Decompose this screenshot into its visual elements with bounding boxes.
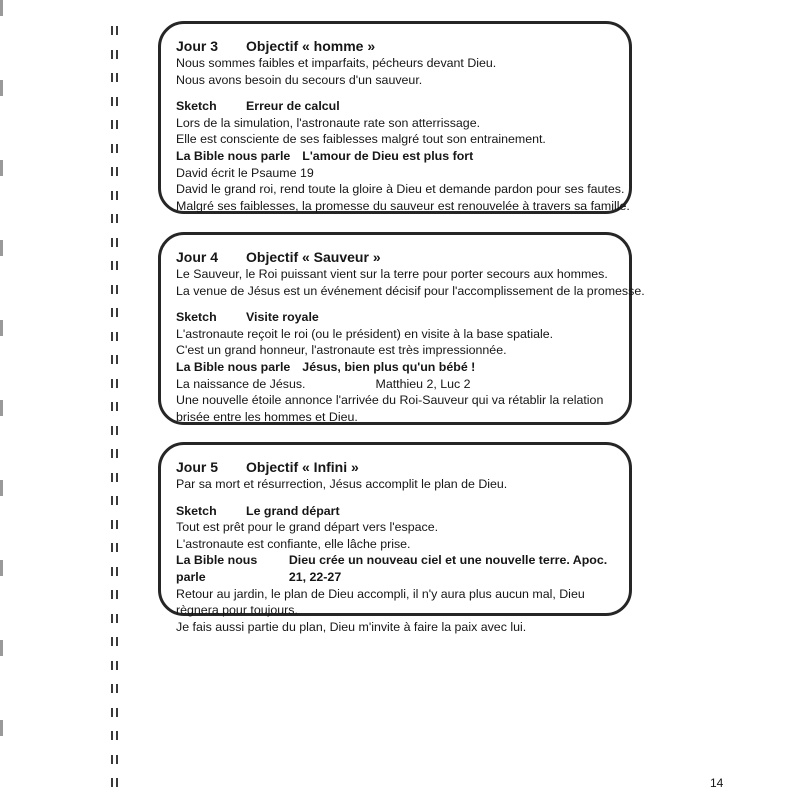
binding-ring bbox=[111, 355, 119, 364]
intro-line: Nous avons besoin du secours d'un sauveur. bbox=[176, 72, 423, 87]
day-5-heading bbox=[176, 458, 619, 476]
binding-ring bbox=[111, 120, 119, 129]
sketch-heading bbox=[176, 98, 619, 115]
bible-line: David le grand roi, rend toute la gloire à Dieu et demande pardon pour ses fautes. bbox=[176, 182, 625, 197]
birth-row bbox=[176, 376, 619, 393]
scripture-reference: Matthieu 2, Luc 2 bbox=[375, 376, 471, 391]
sketch-label: Sketch bbox=[176, 310, 217, 325]
bible-heading bbox=[176, 148, 619, 165]
binding-ring bbox=[111, 238, 119, 247]
bible-label: La Bible nous parle bbox=[176, 359, 291, 374]
edge-mark bbox=[0, 240, 3, 256]
sketch-label: Sketch bbox=[176, 503, 217, 518]
binding-ring bbox=[111, 73, 119, 82]
edge-mark bbox=[0, 640, 3, 656]
binding-ring bbox=[111, 144, 119, 153]
objective-label: Objectif « homme » bbox=[246, 38, 376, 54]
edge-mark bbox=[0, 480, 3, 496]
intro-line: Nous sommes faibles et imparfaits, pécheurs devant Dieu. bbox=[176, 56, 497, 70]
day-4-heading bbox=[176, 248, 619, 266]
bible-label: La Bible nous parle bbox=[176, 148, 291, 163]
bible-title: Dieu crée un nouveau ciel et une nouvelle terre. Apoc. 21, 22-27 bbox=[288, 553, 608, 584]
binding-ring bbox=[111, 167, 119, 176]
binding-ring bbox=[111, 778, 119, 787]
spiral-binding bbox=[0, 0, 30, 800]
binding-ring bbox=[111, 637, 119, 646]
binding-ring bbox=[111, 449, 119, 458]
binding-ring bbox=[111, 97, 119, 106]
binding-ring bbox=[111, 426, 119, 435]
day-3-heading bbox=[176, 37, 619, 55]
binding-ring bbox=[111, 50, 119, 59]
binding-ring bbox=[111, 261, 119, 270]
sketch-line: Lors de la simulation, l'astronaute rate son atterrissage. bbox=[176, 115, 481, 130]
bible-line: Je fais aussi partie du plan, Dieu m'invite à faire la paix avec lui. bbox=[176, 619, 527, 634]
intro-line: Le Sauveur, le Roi puissant vient sur la terre pour porter secours aux hommes. bbox=[176, 267, 608, 281]
binding-ring bbox=[111, 614, 119, 623]
sketch-line: Elle est consciente de ses faiblesses malgré tout son entrainement. bbox=[176, 132, 546, 147]
bible-text: Une nouvelle étoile annonce l'arrivée du Roi-Sauveur qui va rétablir la relation brisée entre les hommes et Dieu. bbox=[176, 393, 604, 424]
sketch-title: Le grand départ bbox=[246, 503, 340, 518]
binding-ring bbox=[111, 308, 119, 317]
sketch-heading bbox=[176, 309, 619, 326]
binding-ring bbox=[111, 708, 119, 717]
binding-ring bbox=[111, 191, 119, 200]
objective-label: Objectif « Infini » bbox=[246, 459, 359, 475]
binding-ring bbox=[111, 684, 119, 693]
intro-line: Par sa mort et résurrection, Jésus accomplit le plan de Dieu. bbox=[176, 477, 508, 491]
binding-ring bbox=[111, 567, 119, 576]
sketch-heading bbox=[176, 503, 619, 520]
objective-label: Objectif « Sauveur » bbox=[246, 249, 381, 265]
binding-ring bbox=[111, 543, 119, 552]
edge-mark bbox=[0, 80, 3, 96]
sketch-title: Erreur de calcul bbox=[246, 99, 340, 114]
day-label: Jour 3 bbox=[176, 38, 219, 54]
binding-ring bbox=[111, 473, 119, 482]
intro-line: La venue de Jésus est un événement décisif pour l'accomplissement de la promesse. bbox=[176, 283, 645, 298]
bible-line: David écrit le Psaume 19 bbox=[176, 165, 314, 180]
edge-mark bbox=[0, 720, 3, 736]
edge-mark bbox=[0, 560, 3, 576]
binding-ring bbox=[111, 402, 119, 411]
bible-line: Malgré ses faiblesses, la promesse du sauveur est renouvelée à travers sa famille. bbox=[176, 198, 630, 213]
binding-ring bbox=[111, 332, 119, 341]
binding-ring bbox=[111, 26, 119, 35]
bible-label: La Bible nous parle bbox=[176, 553, 258, 584]
edge-mark bbox=[0, 0, 3, 16]
edge-mark bbox=[0, 160, 3, 176]
day-label: Jour 5 bbox=[176, 459, 219, 475]
edge-mark bbox=[0, 400, 3, 416]
binding-ring bbox=[111, 496, 119, 505]
bible-text: Retour au jardin, le plan de Dieu accompli, il n'y aura plus aucun mal, Dieu règnera pour toujours. bbox=[176, 586, 585, 618]
bible-title: Jésus, bien plus qu'un bébé ! bbox=[302, 359, 476, 374]
day-label: Jour 4 bbox=[176, 249, 219, 265]
binding-ring bbox=[111, 755, 119, 764]
day-5-box bbox=[158, 442, 632, 634]
binding-ring bbox=[111, 214, 119, 223]
sketch-label: Sketch bbox=[176, 99, 217, 114]
birth-line: La naissance de Jésus. bbox=[176, 376, 306, 391]
binding-ring bbox=[111, 590, 119, 599]
bible-heading bbox=[176, 552, 619, 585]
day-4-box bbox=[158, 232, 645, 425]
sketch-line: L'astronaute reçoit le roi (ou le président) en visite à la base spatiale. bbox=[176, 326, 554, 341]
edge-mark bbox=[0, 320, 3, 336]
bible-title: L'amour de Dieu est plus fort bbox=[302, 148, 474, 163]
sketch-line: C'est un grand honneur, l'astronaute est très impressionnée. bbox=[176, 343, 507, 358]
binding-ring bbox=[111, 731, 119, 740]
sketch-line: Tout est prêt pour le grand départ vers l'espace. bbox=[176, 520, 439, 535]
binding-ring bbox=[111, 661, 119, 670]
binding-ring bbox=[111, 379, 119, 388]
day-3-box bbox=[158, 21, 632, 214]
sketch-line: L'astronaute est confiante, elle lâche prise. bbox=[176, 536, 411, 551]
binding-ring bbox=[111, 285, 119, 294]
sketch-title: Visite royale bbox=[246, 310, 319, 325]
bible-heading bbox=[176, 359, 619, 376]
page-number: 14 bbox=[710, 776, 724, 790]
binding-ring bbox=[111, 520, 119, 529]
